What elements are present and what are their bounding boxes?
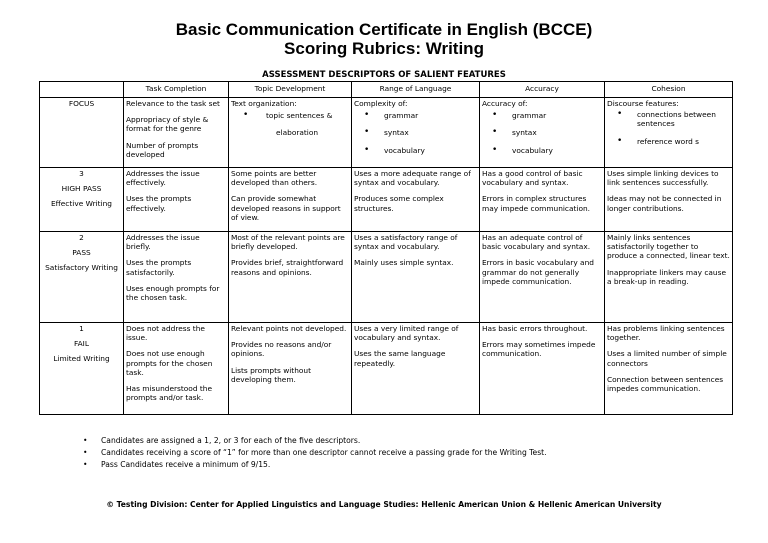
row-sublabel: Limited Writing [53,354,110,364]
cell-text: Most of the relevant points are briefly developed. [231,233,345,252]
row-sublabel: Satisfactory Writing [45,263,118,273]
cell-text: Provides brief, straightforward reasons and opinions. [231,258,344,277]
table-row [40,98,733,168]
list-item: • grammar [364,111,477,120]
score1-cohesion [605,323,733,415]
cell-text: Has basic errors throughout. [482,324,588,333]
score1-accuracy [480,323,605,415]
cell-text: Mainly links sentences satisfactorily together to produce a connected, linear text. [607,233,730,261]
column-header-accuracy: Accuracy [480,82,605,98]
cell-text: Has a good control of basic vocabulary and syntax. [482,169,583,188]
cell-text: Number of prompts developed [126,140,199,159]
list-item: • grammar [492,111,602,120]
row-header-high-pass [40,168,124,232]
cell-text: Uses the prompts effectively. [126,194,192,213]
list-item: • syntax [364,128,477,137]
score2-accuracy [480,232,605,323]
column-header-range-of-language: Range of Language [352,82,480,98]
cell-text: Some points are better developed than others. [231,169,318,188]
copyright-footer: © Testing Division: Center for Applied Linguistics and Language Studies: Hellenic American Union & Hellenic American University [106,500,662,509]
score2-task-completion [124,232,229,323]
list-item: • Candidates receiving a score of “1” for more than one descriptor cannot receive a passing grade for the Writing Test. [83,447,547,459]
list-item: • topic sentences & [231,111,349,120]
row-header-focus [40,98,124,168]
list-item: • connections between sentences [617,110,730,128]
cell-text: Does not use enough prompts for the chosen task. [126,349,213,377]
score3-topic-development [229,168,352,232]
column-header-topic-development: Topic Development [229,82,352,98]
list-item: • vocabulary [364,146,477,155]
cell-text: Addresses the issue briefly. [126,233,200,252]
cell-text: Uses a limited number of simple connectors [607,349,727,368]
score3-range-of-language [352,168,480,232]
score2-topic-development [229,232,352,323]
list-item: • Candidates are assigned a 1, 2, or 3 for each of the five descriptors. [83,435,547,447]
cell-text: Relevant points not developed. [231,324,347,333]
document-title: Basic Communication Certificate in English (BCCE) [175,20,593,39]
cell-text: Inappropriate linkers may cause a break-up in reading. [607,267,726,286]
row-label: HIGH PASS [61,184,102,194]
cell-text: Uses simple linking devices to link sentences successfully. [607,169,719,188]
focus-range-of-language [352,98,480,168]
score2-cohesion [605,232,733,323]
cell-text: Errors in basic vocabulary and grammar do not generally impede communication. [482,258,594,286]
cell-text: Connection between sentences impedes communication. [607,374,724,394]
row-score: 3 [79,169,84,178]
cell-text: Provides no reasons and/or opinions. [231,340,332,359]
row-score: 1 [79,324,84,333]
focus-cohesion [605,98,733,168]
cell-text: Uses enough prompts for the chosen task. [126,283,220,303]
rubric-table [39,81,733,415]
score2-range-of-language [352,232,480,323]
cell-text: Appropriacy of style & format for the genre [126,115,209,134]
cell-heading: Complexity of: [354,99,408,108]
cell-text: Mainly uses simple syntax. [354,258,454,268]
table-row [40,323,733,415]
score1-topic-development [229,323,352,415]
focus-accuracy [480,98,605,168]
cell-text: Errors in complex structures may impede communication. [482,194,591,213]
cell-heading: Accuracy of: [482,99,528,108]
cell-text: Has an adequate control of basic vocabulary and syntax. [482,233,591,252]
list-item: elaboration [276,128,319,138]
row-header-pass [40,232,124,323]
cell-text: Uses a satisfactory range of syntax and vocabulary. [354,233,458,252]
table-row [40,232,733,323]
score1-task-completion [124,323,229,415]
row-label: PASS [72,248,91,258]
table-heading: ASSESSMENT DESCRIPTORS OF SALIENT FEATURES [262,70,506,80]
row-label: FAIL [74,339,89,349]
corner-cell [40,82,124,98]
document-subtitle: Scoring Rubrics: Writing [284,39,484,58]
cell-text: Ideas may not be connected in longer contributions. [607,194,722,213]
cell-text: Uses the same language repeatedly. [354,349,446,368]
row-sublabel: Effective Writing [51,199,112,209]
list-item: • reference word s [617,137,730,146]
header-row [40,82,733,98]
score3-cohesion [605,168,733,232]
cell-heading: Text organization: [231,99,297,108]
list-item: • vocabulary [492,146,602,155]
cell-text: Produces some complex structures. [354,194,444,213]
score3-task-completion [124,168,229,232]
cell-text: Has misunderstood the prompts and/or task. [126,384,212,403]
cell-text: Addresses the issue effectively. [126,169,200,188]
notes-list [83,435,547,471]
focus-task-completion [124,98,229,168]
score3-accuracy [480,168,605,232]
cell-text: Relevance to the task set [126,99,220,108]
table-row [40,168,733,232]
row-label: FOCUS [68,99,95,108]
row-score: 2 [79,233,84,242]
cell-text: Uses a very limited range of vocabulary and syntax. [354,324,459,343]
list-item: • syntax [492,128,602,137]
cell-heading: Discourse features: [607,99,679,108]
cell-text: Uses the prompts satisfactorily. [126,258,192,277]
cell-text: Does not address the issue. [126,324,205,343]
cell-text: Has problems linking sentences together. [607,324,725,343]
focus-topic-development [229,98,352,168]
score1-range-of-language [352,323,480,415]
column-header-task-completion: Task Completion [124,82,229,98]
cell-text: Can provide somewhat developed reasons in support of view. [231,194,341,222]
cell-text: Uses a more adequate range of syntax and vocabulary. [354,169,471,188]
cell-text: Errors may sometimes impede communication. [482,340,596,359]
list-item: • Pass Candidates receive a minimum of 9/15. [83,459,547,471]
column-header-cohesion: Cohesion [605,82,733,98]
cell-text: Lists prompts without developing them. [231,365,311,384]
row-header-fail [40,323,124,415]
